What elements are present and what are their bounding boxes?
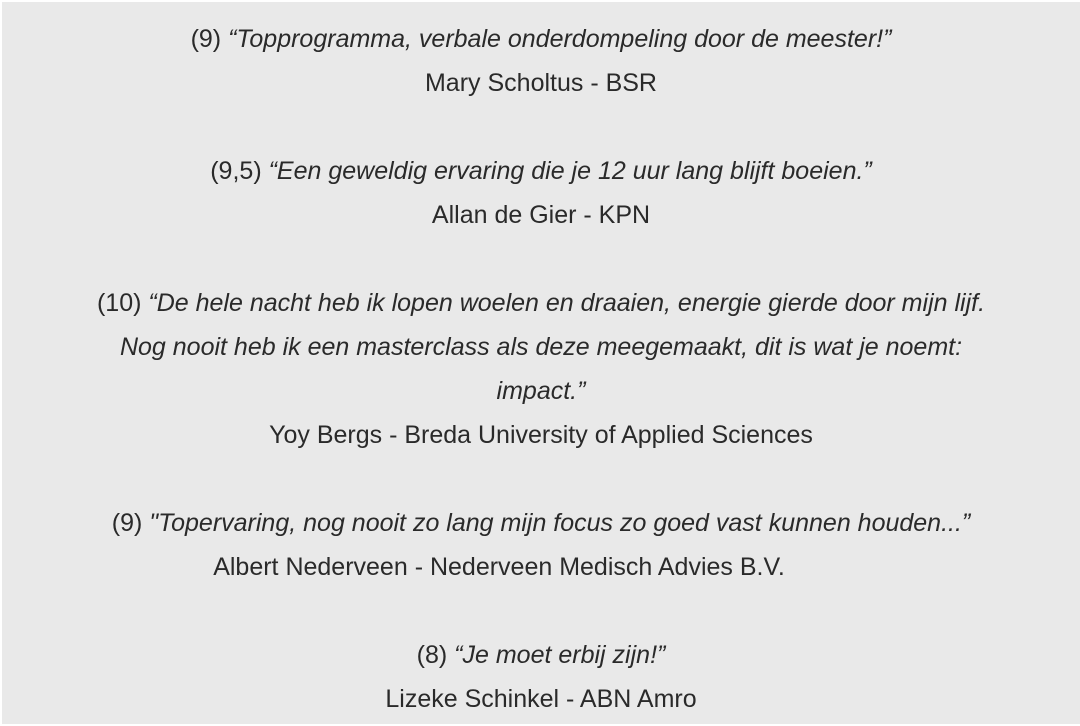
testimonial [2,149,1080,237]
testimonial-quote: "Topervaring, nog nooit zo lang mijn focus zo goed vast kunnen houden...” [149,509,971,537]
testimonial [2,17,1080,105]
testimonial [2,633,1080,721]
testimonial-quote: “De hele nacht heb ik lopen woelen en draaien, energie gierde door mijn lijf. [148,289,986,317]
testimonial [2,501,1080,589]
testimonial-quote-line: Nog nooit heb ik een masterclass als deze meegemaakt, dit is wat je noemt: [119,333,963,361]
testimonial-quote: “Een geweldig ervaring die je 12 uur lang blijft boeien.” [268,157,872,185]
testimonial-quote: “Je moet erbij zijn!” [454,641,666,669]
testimonial-author: Lizeke Schinkel - ABN Amro [385,685,697,713]
testimonial-author: Yoy Bergs - Breda University of Applied Sciences [269,421,813,449]
testimonial-quote-line [2,633,1080,677]
testimonial-quote-line [2,281,1080,325]
testimonial-rating: (8) [416,641,448,669]
testimonial [2,281,1080,457]
testimonial-quote: “Topprogramma, verbale onderdompeling door de meester!” [228,25,892,53]
testimonial-author: Allan de Gier - KPN [431,201,651,229]
testimonial-quote-line: impact.” [496,377,586,405]
testimonial-quote-line [2,149,1080,193]
testimonial-author: Albert Nederveen - Nederveen Medisch Advies B.V. [213,553,785,581]
testimonial-author: Mary Scholtus - BSR [424,69,657,97]
testimonial-rating: (9) [190,25,222,53]
testimonial-quote-line [2,501,1080,545]
testimonials-panel [2,2,1080,724]
testimonial-rating: (9,5) [210,157,262,185]
testimonial-rating: (9) [111,509,143,537]
testimonial-rating: (10) [96,289,142,317]
testimonial-quote-line [2,17,1080,61]
